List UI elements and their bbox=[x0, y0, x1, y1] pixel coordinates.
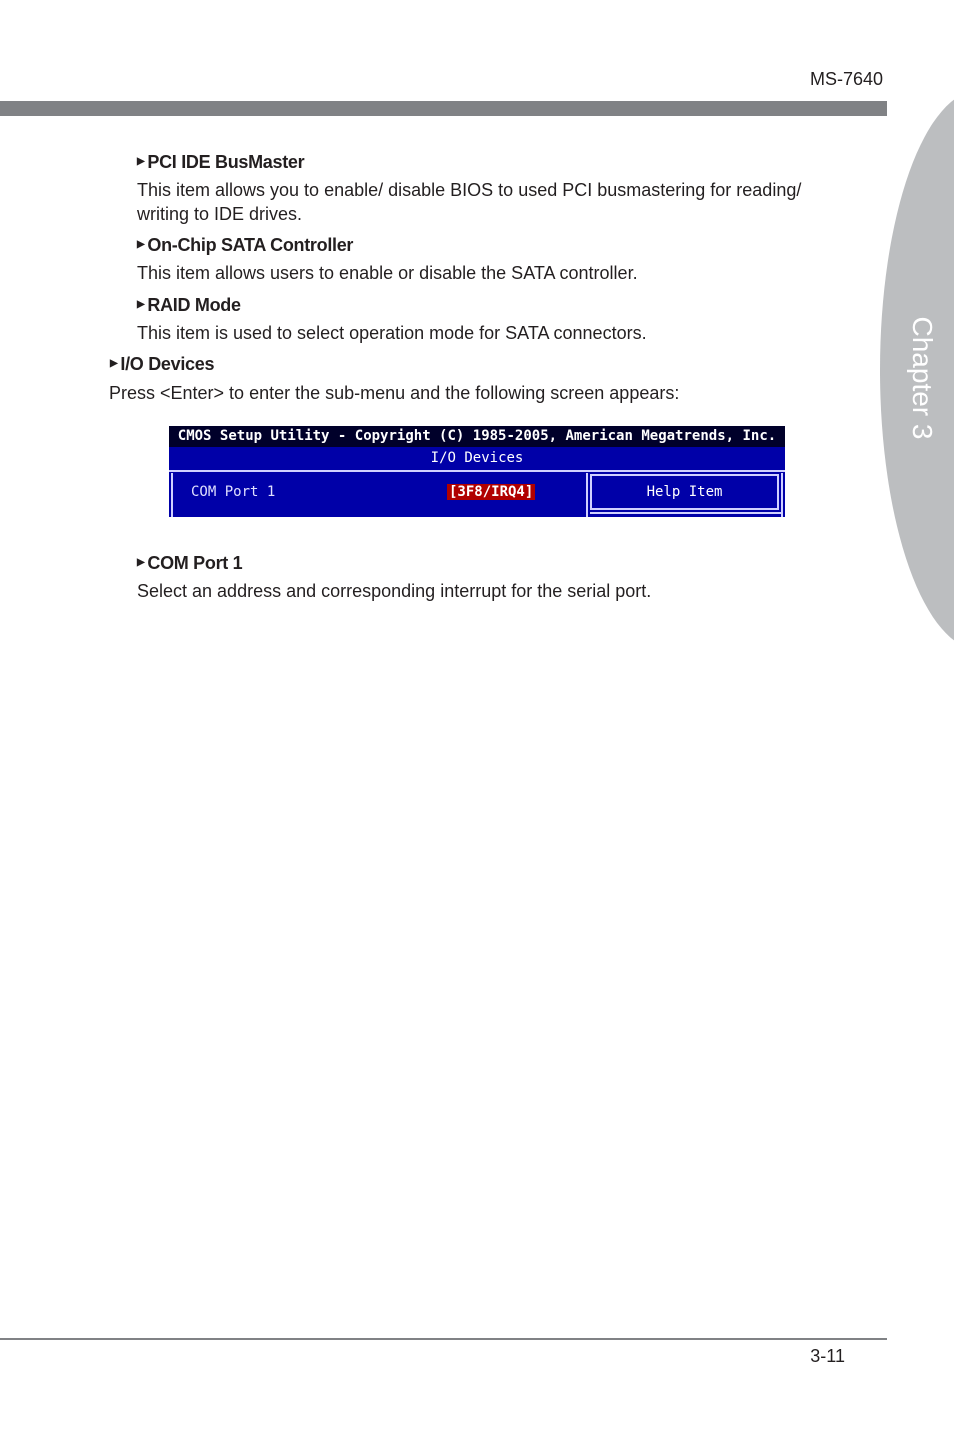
bios-frame-rule bbox=[169, 470, 785, 472]
bios-frame-right bbox=[781, 473, 783, 517]
heading-text: PCI IDE BusMaster bbox=[147, 152, 305, 172]
heading-text: On-Chip SATA Controller bbox=[147, 235, 354, 255]
bios-title-bar: CMOS Setup Utility - Copyright (C) 1985-2005, American Megatrends, Inc. bbox=[169, 426, 785, 447]
bios-frame-divider bbox=[586, 473, 588, 517]
paragraph-line: writing to IDE drives. bbox=[137, 204, 303, 224]
heading-pci-ide-busmaster bbox=[137, 152, 304, 173]
triangle-bullet-icon: ▶ bbox=[110, 358, 118, 369]
heading-text: I/O Devices bbox=[120, 354, 215, 374]
page-number: 3-11 bbox=[810, 1346, 845, 1366]
triangle-bullet-icon: ▶ bbox=[137, 239, 145, 250]
bios-subtitle: I/O Devices bbox=[430, 450, 524, 466]
paragraph-io-devices: Press <Enter> to enter the sub-menu and the following screen appears: bbox=[109, 383, 680, 403]
chapter-label: Chapter 3 bbox=[907, 316, 938, 440]
triangle-bullet-icon: ▶ bbox=[137, 299, 145, 310]
paragraph-line: This item allows you to enable/ disable BIOS to used PCI busmastering for reading/ bbox=[137, 180, 802, 200]
bios-screenshot bbox=[169, 426, 785, 517]
paragraph-pci-ide-busmaster bbox=[137, 178, 801, 226]
heading-io-devices bbox=[110, 354, 214, 375]
model-number: MS-7640 bbox=[809, 69, 883, 89]
heading-text: RAID Mode bbox=[147, 295, 241, 315]
triangle-bullet-icon: ▶ bbox=[137, 557, 145, 568]
heading-raid-mode bbox=[137, 295, 241, 316]
triangle-bullet-icon: ▶ bbox=[137, 156, 145, 167]
bios-help-underline bbox=[590, 512, 781, 514]
heading-com-port-1 bbox=[137, 553, 242, 574]
paragraph-on-chip-sata-controller: This item allows users to enable or disable the SATA controller. bbox=[137, 263, 638, 283]
footer-rule bbox=[0, 1338, 887, 1340]
bios-help-label: Help Item bbox=[646, 484, 723, 500]
paragraph-com-port-1: Select an address and corresponding interrupt for the serial port. bbox=[137, 581, 652, 601]
bios-item-com-port-1: COM Port 1 bbox=[191, 484, 276, 500]
heading-on-chip-sata-controller bbox=[137, 235, 353, 256]
header-bar bbox=[0, 101, 887, 116]
heading-text: COM Port 1 bbox=[147, 553, 243, 573]
bios-frame-left bbox=[171, 473, 173, 517]
bios-item-value: [3F8/IRQ4] bbox=[449, 484, 534, 500]
paragraph-raid-mode: This item is used to select operation mode for SATA connectors. bbox=[137, 323, 647, 343]
